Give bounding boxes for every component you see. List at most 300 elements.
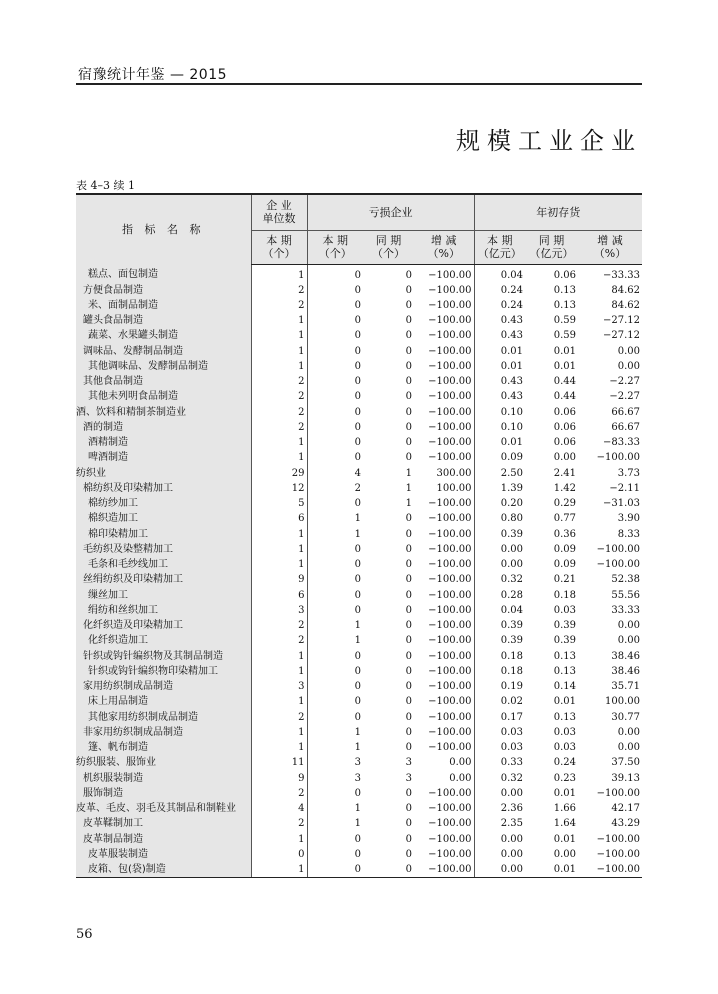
cell-inventory-current: 0.00 — [474, 847, 525, 862]
table-row — [76, 725, 642, 740]
table-row — [76, 557, 642, 572]
cell-inventory-current: 0.03 — [474, 725, 525, 740]
cell-inventory-same-period: 0.01 — [525, 862, 578, 878]
cell-inventory-same-period: 0.39 — [553, 620, 576, 632]
cell-inventory-change: 0.00 — [617, 360, 641, 372]
cell-inventory-change: 33.33 — [611, 604, 641, 616]
cell-units-current: 6 — [251, 588, 307, 603]
cell-loss-change: −100.00 — [428, 803, 472, 815]
cell-loss-change: −100.00 — [428, 574, 472, 586]
cell-loss-current: 0 — [307, 847, 363, 862]
cell-inventory-same-period: 0.01 — [553, 787, 576, 799]
cell-loss-change: 100.00 — [436, 482, 472, 494]
cell-loss-same-period: 0 — [405, 543, 412, 555]
cell-units-current: 1 — [251, 264, 307, 283]
row-indicator-name: 棉织造加工 — [76, 511, 251, 526]
cell-inventory-change: −33.33 — [603, 269, 641, 281]
cell-loss-current: 1 — [307, 633, 363, 648]
cell-loss-same-period: 3 — [405, 772, 412, 784]
cell-units-current: 9 — [251, 771, 307, 786]
cell-loss-same-period: 0 — [405, 848, 412, 860]
cell-loss-change: −100.00 — [428, 604, 472, 616]
cell-units-current: 12 — [251, 481, 307, 496]
cell-loss-same-period: 0 — [363, 862, 414, 878]
cell-loss-change: 300.00 — [436, 467, 472, 479]
cell-inventory-current: 0.10 — [474, 405, 525, 420]
cell-units-current: 1 — [251, 664, 307, 679]
cell-loss-current: 0 — [307, 264, 363, 283]
header-loss-enterprises: 亏损企业 — [307, 194, 474, 230]
table-row — [76, 771, 642, 786]
row-indicator-name: 皮革服装制造 — [76, 847, 251, 862]
cell-inventory-current: 0.33 — [474, 755, 525, 770]
cell-inventory-current: 0.03 — [474, 740, 525, 755]
cell-inventory-change: 55.56 — [611, 589, 641, 601]
header-loss-current: 本 期 （个） — [307, 230, 363, 264]
cell-inventory-current: 0.24 — [474, 283, 525, 298]
table-row — [76, 816, 642, 831]
cell-loss-change: −100.00 — [428, 589, 472, 601]
row-indicator-name: 家用纺织制成品制造 — [76, 679, 251, 694]
cell-loss-current: 1 — [307, 527, 363, 542]
cell-inventory-current: 0.39 — [474, 618, 525, 633]
cell-loss-same-period: 0 — [405, 345, 412, 357]
row-indicator-name: 纺织业 — [76, 466, 251, 481]
cell-loss-current: 1 — [307, 801, 363, 816]
cell-inventory-change: 42.17 — [611, 803, 641, 815]
cell-inventory-current: 0.20 — [474, 496, 525, 511]
cell-loss-same-period: 0 — [405, 726, 412, 738]
header-units-current: 本 期 （个） — [251, 230, 307, 264]
cell-inventory-current: 0.10 — [474, 420, 525, 435]
cell-units-current: 2 — [251, 618, 307, 633]
cell-units-current: 1 — [251, 694, 307, 709]
cell-loss-change: −100.00 — [428, 528, 472, 540]
cell-inventory-same-period: 0.03 — [553, 742, 576, 754]
cell-inventory-current: 0.32 — [474, 771, 525, 786]
table-row — [76, 511, 642, 526]
cell-inventory-change: −2.27 — [609, 391, 641, 403]
table-row — [76, 450, 642, 465]
table-row — [76, 572, 642, 587]
table-row — [76, 679, 642, 694]
cell-inventory-change: 0.00 — [617, 726, 641, 738]
cell-inventory-same-period: 0.06 — [553, 406, 576, 418]
cell-loss-current: 1 — [307, 740, 363, 755]
cell-inventory-current: 0.00 — [474, 542, 525, 557]
header-opening-inventory: 年初存货 — [474, 194, 642, 230]
table-row — [76, 786, 642, 801]
table-row — [76, 740, 642, 755]
cell-loss-same-period: 0 — [405, 665, 412, 677]
table-row — [76, 481, 642, 496]
cell-loss-current: 0 — [307, 344, 363, 359]
cell-units-current: 11 — [251, 755, 307, 770]
cell-loss-current: 0 — [307, 664, 363, 679]
cell-units-current: 1 — [251, 344, 307, 359]
cell-inventory-same-period: 0.06 — [553, 421, 576, 433]
cell-inventory-change: 37.50 — [611, 757, 641, 769]
cell-loss-current: 0 — [307, 450, 363, 465]
cell-units-current: 2 — [251, 405, 307, 420]
cell-inventory-change: 52.38 — [611, 574, 641, 586]
cell-loss-same-period: 0 — [405, 406, 412, 418]
cell-inventory-same-period: 0.01 — [553, 345, 576, 357]
table-row — [76, 755, 642, 770]
row-indicator-name: 酒的制造 — [76, 420, 251, 435]
table-row — [76, 283, 642, 298]
cell-loss-same-period: 0 — [405, 681, 412, 693]
cell-loss-current: 0 — [307, 572, 363, 587]
cell-loss-current: 0 — [307, 832, 363, 847]
cell-inventory-same-period: 0.00 — [553, 452, 576, 464]
cell-inventory-current: 0.28 — [474, 588, 525, 603]
cell-loss-change: −100.00 — [428, 376, 472, 388]
cell-loss-same-period: 0 — [405, 315, 412, 327]
cell-inventory-change: −31.03 — [603, 498, 641, 510]
row-indicator-name: 皮革、毛皮、羽毛及其制品和制鞋业 — [76, 801, 251, 816]
cell-units-current: 1 — [251, 740, 307, 755]
cell-inventory-current: 0.80 — [474, 511, 525, 526]
cell-loss-same-period: 0 — [405, 818, 412, 830]
cell-loss-same-period: 0 — [405, 452, 412, 464]
cell-units-current: 2 — [251, 786, 307, 801]
cell-inventory-same-period: 1.66 — [553, 803, 576, 815]
cell-inventory-same-period: 0.06 — [553, 437, 576, 449]
cell-loss-current: 0 — [307, 420, 363, 435]
cell-inventory-same-period: 0.59 — [553, 330, 576, 342]
cell-loss-same-period: 0 — [405, 635, 412, 647]
table-row — [76, 405, 642, 420]
cell-inventory-same-period: 1.64 — [553, 818, 576, 830]
table-row — [76, 832, 642, 847]
cell-inventory-change: −2.27 — [609, 376, 641, 388]
cell-inventory-current: 0.09 — [474, 450, 525, 465]
cell-loss-same-period: 1 — [405, 467, 412, 479]
cell-inventory-change: −27.12 — [603, 330, 641, 342]
cell-units-current: 2 — [251, 420, 307, 435]
cell-inventory-current: 0.43 — [474, 313, 525, 328]
cell-loss-same-period: 3 — [405, 757, 412, 769]
cell-inventory-change: 0.00 — [617, 345, 641, 357]
cell-loss-same-period: 0 — [405, 421, 412, 433]
row-indicator-name: 皮箱、包(袋)制造 — [76, 862, 251, 878]
cell-loss-change: −100.00 — [428, 299, 472, 311]
row-indicator-name: 方便食品制造 — [76, 283, 251, 298]
cell-loss-same-period: 1 — [405, 498, 412, 510]
cell-units-current: 4 — [251, 801, 307, 816]
cell-loss-change: −100.00 — [428, 711, 472, 723]
cell-loss-same-period: 0 — [405, 391, 412, 403]
cell-loss-current: 1 — [307, 816, 363, 831]
header-loss-same-period: 同 期 （个） — [363, 230, 414, 264]
table-row — [76, 298, 642, 313]
cell-inventory-same-period: 0.03 — [553, 604, 576, 616]
cell-loss-change: −100.00 — [428, 421, 472, 433]
cell-loss-change: −100.00 — [428, 848, 472, 860]
table-row — [76, 435, 642, 450]
cell-units-current: 2 — [251, 389, 307, 404]
cell-inventory-same-period: 0.13 — [553, 299, 576, 311]
table-row — [76, 359, 642, 374]
cell-loss-change: 0.00 — [449, 757, 472, 769]
cell-inventory-same-period: 2.41 — [553, 467, 576, 479]
cell-inventory-same-period: 0.44 — [553, 391, 576, 403]
cell-inventory-same-period: 0.13 — [553, 284, 576, 296]
cell-loss-current: 0 — [307, 283, 363, 298]
table-row — [76, 618, 642, 633]
cell-loss-same-period: 0 — [405, 376, 412, 388]
row-indicator-name: 化纤织造加工 — [76, 633, 251, 648]
cell-inventory-current: 2.50 — [474, 466, 525, 481]
cell-loss-current: 0 — [307, 405, 363, 420]
cell-loss-current: 0 — [307, 603, 363, 618]
cell-loss-change: −100.00 — [428, 452, 472, 464]
table-row — [76, 862, 642, 878]
cell-loss-current: 0 — [307, 862, 363, 878]
cell-inventory-change: −83.33 — [603, 437, 641, 449]
cell-loss-current: 0 — [307, 649, 363, 664]
row-indicator-name: 酒精制造 — [76, 435, 251, 450]
row-indicator-name: 皮革制品制造 — [76, 832, 251, 847]
table-row — [76, 344, 642, 359]
cell-loss-current: 1 — [307, 725, 363, 740]
cell-loss-change: −100.00 — [428, 620, 472, 632]
cell-inventory-change: −100.00 — [596, 559, 641, 571]
table-row — [76, 420, 642, 435]
row-indicator-name: 棉纺织及印染精加工 — [76, 481, 251, 496]
cell-loss-same-period: 0 — [405, 589, 412, 601]
cell-loss-current: 0 — [307, 389, 363, 404]
table-row — [76, 649, 642, 664]
cell-inventory-current: 0.01 — [474, 435, 525, 450]
cell-loss-same-period: 0 — [405, 528, 412, 540]
cell-inventory-same-period: 0.24 — [553, 757, 576, 769]
cell-loss-current: 0 — [307, 786, 363, 801]
cell-loss-current: 0 — [307, 496, 363, 511]
header-rule — [76, 83, 642, 85]
cell-inventory-change: 84.62 — [611, 299, 641, 311]
cell-inventory-same-period: 0.36 — [553, 528, 576, 540]
cell-inventory-change: 8.33 — [617, 528, 641, 540]
cell-inventory-same-period: 0.01 — [553, 833, 576, 845]
cell-loss-current: 0 — [307, 557, 363, 572]
cell-loss-current: 0 — [307, 435, 363, 450]
cell-inventory-current: 0.04 — [474, 264, 525, 283]
cell-inventory-change: 3.73 — [617, 467, 641, 479]
cell-inventory-same-period: 1.42 — [553, 482, 576, 494]
cell-inventory-current: 2.35 — [474, 816, 525, 831]
cell-inventory-current: 0.04 — [474, 603, 525, 618]
row-indicator-name: 其他调味品、发酵制品制造 — [76, 359, 251, 374]
cell-inventory-current: 0.00 — [474, 786, 525, 801]
row-indicator-name: 服饰制造 — [76, 786, 251, 801]
row-indicator-name: 非家用纺织制成品制造 — [76, 725, 251, 740]
cell-loss-change: −100.00 — [428, 559, 472, 571]
cell-inventory-same-period: 0.21 — [553, 574, 576, 586]
cell-units-current: 1 — [251, 557, 307, 572]
header-inventory-change: 增 减 （%） — [578, 230, 642, 264]
row-indicator-name: 啤酒制造 — [76, 450, 251, 465]
row-indicator-name: 缫丝加工 — [76, 588, 251, 603]
cell-loss-change: −100.00 — [414, 862, 474, 878]
cell-loss-change: −100.00 — [428, 635, 472, 647]
cell-loss-change: −100.00 — [428, 742, 472, 754]
cell-inventory-current: 0.39 — [474, 527, 525, 542]
cell-inventory-current: 0.32 — [474, 572, 525, 587]
cell-inventory-current: 0.43 — [474, 389, 525, 404]
cell-loss-same-period: 0 — [405, 284, 412, 296]
row-indicator-name: 毛条和毛纱线加工 — [76, 557, 251, 572]
cell-loss-current: 1 — [307, 618, 363, 633]
cell-units-current: 2 — [251, 374, 307, 389]
row-indicator-name: 针织或钩针编织物印染精加工 — [76, 664, 251, 679]
row-indicator-name: 其他家用纺织制成品制造 — [76, 710, 251, 725]
statistics-table — [76, 193, 642, 878]
cell-loss-same-period: 0 — [405, 620, 412, 632]
row-indicator-name: 机织服装制造 — [76, 771, 251, 786]
table-row — [76, 694, 642, 709]
cell-loss-current: 3 — [307, 755, 363, 770]
cell-units-current: 2 — [251, 816, 307, 831]
row-indicator-name: 纺织服装、服饰业 — [76, 755, 251, 770]
table-label: 表 4–3 续 1 — [76, 179, 135, 192]
cell-loss-current: 0 — [307, 298, 363, 313]
table-row — [76, 374, 642, 389]
cell-loss-same-period: 0 — [405, 437, 412, 449]
cell-loss-same-period: 0 — [405, 360, 412, 372]
cell-inventory-same-period: 0.59 — [553, 315, 576, 327]
cell-inventory-current: 0.02 — [474, 694, 525, 709]
cell-loss-same-period: 0 — [405, 696, 412, 708]
cell-inventory-change: 0.00 — [617, 742, 641, 754]
cell-inventory-same-period: 0.39 — [553, 635, 576, 647]
row-indicator-name: 化纤织造及印染精加工 — [76, 618, 251, 633]
cell-inventory-change: 30.77 — [611, 711, 641, 723]
cell-inventory-same-period: 0.29 — [553, 498, 576, 510]
cell-units-current: 2 — [251, 283, 307, 298]
cell-inventory-change: −100.00 — [596, 848, 641, 860]
cell-units-current: 1 — [251, 450, 307, 465]
cell-loss-same-period: 0 — [405, 269, 412, 281]
cell-loss-change: −100.00 — [428, 665, 472, 677]
table-row — [76, 664, 642, 679]
header-inventory-same-period: 同 期 （亿元） — [525, 230, 578, 264]
cell-inventory-change: 66.67 — [611, 406, 641, 418]
table-row — [76, 633, 642, 648]
cell-loss-same-period: 0 — [405, 742, 412, 754]
table-row — [76, 496, 642, 511]
cell-units-current: 2 — [251, 633, 307, 648]
row-indicator-name: 丝绢纺织及印染精加工 — [76, 572, 251, 587]
cell-inventory-change: 39.13 — [611, 772, 641, 784]
row-indicator-name: 罐头食品制造 — [76, 313, 251, 328]
header-indicator-name: 指 标 名 称 — [76, 194, 251, 264]
cell-loss-change: −100.00 — [428, 315, 472, 327]
row-indicator-name: 糕点、面包制造 — [76, 264, 251, 283]
row-indicator-name: 棉纺纱加工 — [76, 496, 251, 511]
table-row — [76, 313, 642, 328]
table-row — [76, 328, 642, 343]
cell-units-current: 5 — [251, 496, 307, 511]
cell-loss-change: −100.00 — [428, 650, 472, 662]
cell-inventory-current: 0.43 — [474, 374, 525, 389]
cell-inventory-current: 0.00 — [474, 862, 525, 878]
row-indicator-name: 毛纺织及染整精加工 — [76, 542, 251, 557]
cell-inventory-change: −2.11 — [609, 482, 641, 494]
cell-loss-same-period: 0 — [405, 513, 412, 525]
cell-inventory-current: 0.00 — [474, 557, 525, 572]
cell-units-current: 1 — [251, 862, 307, 878]
cell-loss-current: 3 — [307, 771, 363, 786]
cell-units-current: 2 — [251, 710, 307, 725]
cell-units-current: 6 — [251, 511, 307, 526]
table-row — [76, 801, 642, 816]
cell-inventory-same-period: 0.03 — [553, 726, 576, 738]
cell-inventory-same-period: 0.44 — [553, 376, 576, 388]
cell-units-current: 1 — [251, 435, 307, 450]
cell-loss-change: −100.00 — [428, 833, 472, 845]
cell-inventory-same-period: 0.18 — [553, 589, 576, 601]
table-row — [76, 542, 642, 557]
section-title: 规模工业企业 — [456, 127, 642, 155]
cell-units-current: 1 — [251, 328, 307, 343]
cell-inventory-same-period: 0.23 — [553, 772, 576, 784]
cell-units-current: 9 — [251, 572, 307, 587]
header-loss-change: 增 减 （%） — [414, 230, 474, 264]
cell-inventory-change: 100.00 — [605, 696, 641, 708]
row-indicator-name: 棉印染精加工 — [76, 527, 251, 542]
cell-loss-change: −100.00 — [428, 391, 472, 403]
cell-units-current: 29 — [251, 466, 307, 481]
cell-units-current: 1 — [251, 649, 307, 664]
cell-inventory-same-period: 0.06 — [553, 269, 576, 281]
cell-inventory-same-period: 0.01 — [553, 696, 576, 708]
cell-inventory-same-period: 0.77 — [553, 513, 576, 525]
cell-loss-same-period: 0 — [405, 787, 412, 799]
cell-units-current: 1 — [251, 542, 307, 557]
cell-loss-change: −100.00 — [428, 330, 472, 342]
table-row — [76, 527, 642, 542]
cell-units-current: 3 — [251, 603, 307, 618]
cell-loss-current: 0 — [307, 328, 363, 343]
cell-inventory-same-period: 0.14 — [553, 681, 576, 693]
cell-loss-change: −100.00 — [428, 269, 472, 281]
table-row — [76, 389, 642, 404]
cell-inventory-change: 38.46 — [611, 665, 641, 677]
cell-inventory-current: 0.00 — [474, 832, 525, 847]
row-indicator-name: 床上用品制造 — [76, 694, 251, 709]
cell-inventory-current: 0.18 — [474, 664, 525, 679]
row-indicator-name: 调味品、发酵制品制造 — [76, 344, 251, 359]
cell-loss-change: 0.00 — [449, 772, 472, 784]
cell-loss-change: −100.00 — [428, 406, 472, 418]
cell-inventory-change: −100.00 — [596, 787, 641, 799]
cell-loss-same-period: 0 — [405, 574, 412, 586]
cell-loss-change: −100.00 — [428, 787, 472, 799]
row-indicator-name: 绢纺和丝织加工 — [76, 603, 251, 618]
cell-units-current: 1 — [251, 527, 307, 542]
table-row — [76, 588, 642, 603]
row-indicator-name: 米、面制品制造 — [76, 298, 251, 313]
yearbook-header-title: 宿豫统计年鉴 — 2015 — [78, 67, 228, 83]
cell-loss-same-period: 0 — [405, 559, 412, 571]
cell-inventory-change: −100.00 — [578, 862, 642, 878]
cell-loss-current: 4 — [307, 466, 363, 481]
cell-inventory-change: 38.46 — [611, 650, 641, 662]
cell-inventory-change: −100.00 — [596, 543, 641, 555]
cell-inventory-current: 1.39 — [474, 481, 525, 496]
